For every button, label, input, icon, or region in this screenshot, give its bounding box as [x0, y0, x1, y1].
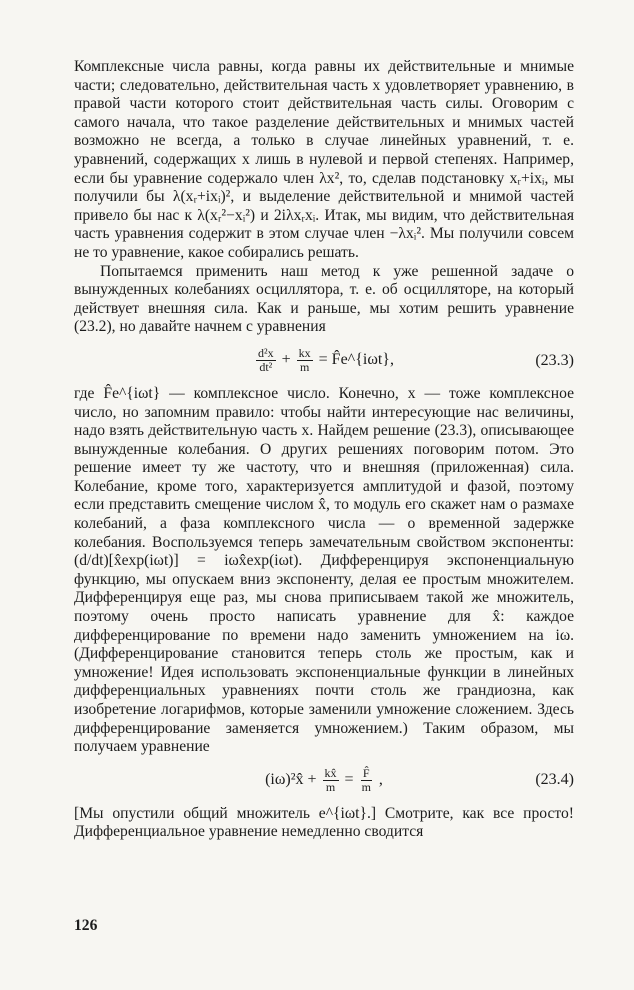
equation-23-4 — [74, 757, 574, 805]
equation-number: (23.4) — [535, 771, 574, 789]
fraction-denominator: m — [299, 360, 310, 375]
equation-suffix: , — [378, 771, 383, 789]
paragraph-4: [Мы опустили общий множитель e^{iωt}.] Смотрите, как все просто! Дифференциальное уравнение немедленно сводится — [74, 804, 574, 841]
fraction-kx-m — [297, 347, 313, 374]
fraction-numerator: kx — [298, 346, 311, 361]
fraction-numerator: F̂ — [362, 766, 370, 781]
fraction-f-m — [360, 767, 373, 794]
fraction-denominator: dt² — [259, 360, 273, 375]
equation-number: (23.3) — [535, 351, 574, 369]
fraction-numerator: d²x — [258, 346, 274, 361]
equation-23-3-expression — [74, 347, 574, 374]
equation-23-3 — [74, 337, 574, 385]
fraction-kx-m — [323, 767, 339, 794]
paragraph-2: Попытаемся применить наш метод к уже решенной задаче о вынужденных колебаниях осциллятора, т. е. об осцилляторе, на который действует внешняя сила. Как и раньше, мы хотим решить уравнение (23.2), но давайте начнем с уравнения — [74, 262, 574, 336]
equation-rhs: = F̂e^{iωt}, — [318, 351, 394, 369]
equation-prefix: (iω)²x̂ + — [265, 771, 317, 789]
fraction-denominator: m — [325, 780, 336, 795]
paragraph-3: где F̂e^{iωt} — комплексное число. Конечно, x — тоже комплексное число, но запомним правило: чтобы найти интересующие нас величины, надо взять действительную часть x. Найдем решение (23.3), описывающее вынужденные колебания. О других решениях поговорим потом. Это решение имеет ту же частоту, что и внешняя (приложенная) сила. Колебание, кроме того, характеризуется амплитудой и фазой, поэтому если представить смещение числом x̂, то модуль его скажет нам о размахе колебаний, а фаза комплексного числа — о временной задержке колебания. Воспользуемся теперь замечательным свойством экспоненты: (d/dt)[x̂exp(iωt)] = iωx̂exp(iωt). Дифференцируя экспоненциальную функцию, мы опускаем вниз экспоненту, делая ее простым множителем. Дифференцируя еще раз, мы снова приписываем такой же множитель, поэтому очень просто написать уравнение для x̂: каждое дифференцирование по времени надо заменить умножением на iω. (Дифференцирование становится теперь столь же простым, как и умножение! Идея использовать экспоненциальные функции в линейных дифференциальных уравнениях почти столь же грандиозна, как изобретение логарифмов, которые заменили умножение сложением. Здесь дифференцирование заменяется умножением.) Таким образом, мы получаем уравнение — [74, 384, 574, 756]
equation-23-4-expression — [74, 767, 574, 794]
paragraph-1: Комплексные числа равны, когда равны их действительные и мнимые части; следовательно, действительная часть x удовлетворяет уравнению, в правой части которого стоит действительная часть силы. Оговорим с самого начала, что такое разделение действительных и мнимых частей возможно не всегда, а только в случае линейных уравнений, т. е. уравнений, содержащих x лишь в нулевой и первой степенях. Например, если бы уравнение содержало член λx², то, сделав подстановку xᵣ+ixᵢ, мы получили бы λ(xᵣ+ixᵢ)², и выделение действительной и мнимой частей привело бы нас к λ(xᵣ²−xᵢ²) и 2iλxᵣxᵢ. Итак, мы видим, что действительная часть уравнения содержит в этом случае член −λxᵢ². Мы получили совсем не то уравнение, какое собирались решать. — [74, 58, 574, 261]
fraction-denominator: m — [361, 780, 371, 795]
fraction-d2x-dt2 — [256, 347, 276, 374]
text-column — [74, 58, 574, 842]
fraction-numerator: kx̂ — [324, 766, 337, 781]
plus-sign: + — [281, 351, 291, 369]
page-number: 126 — [74, 917, 98, 934]
equals-sign: = — [344, 771, 354, 789]
